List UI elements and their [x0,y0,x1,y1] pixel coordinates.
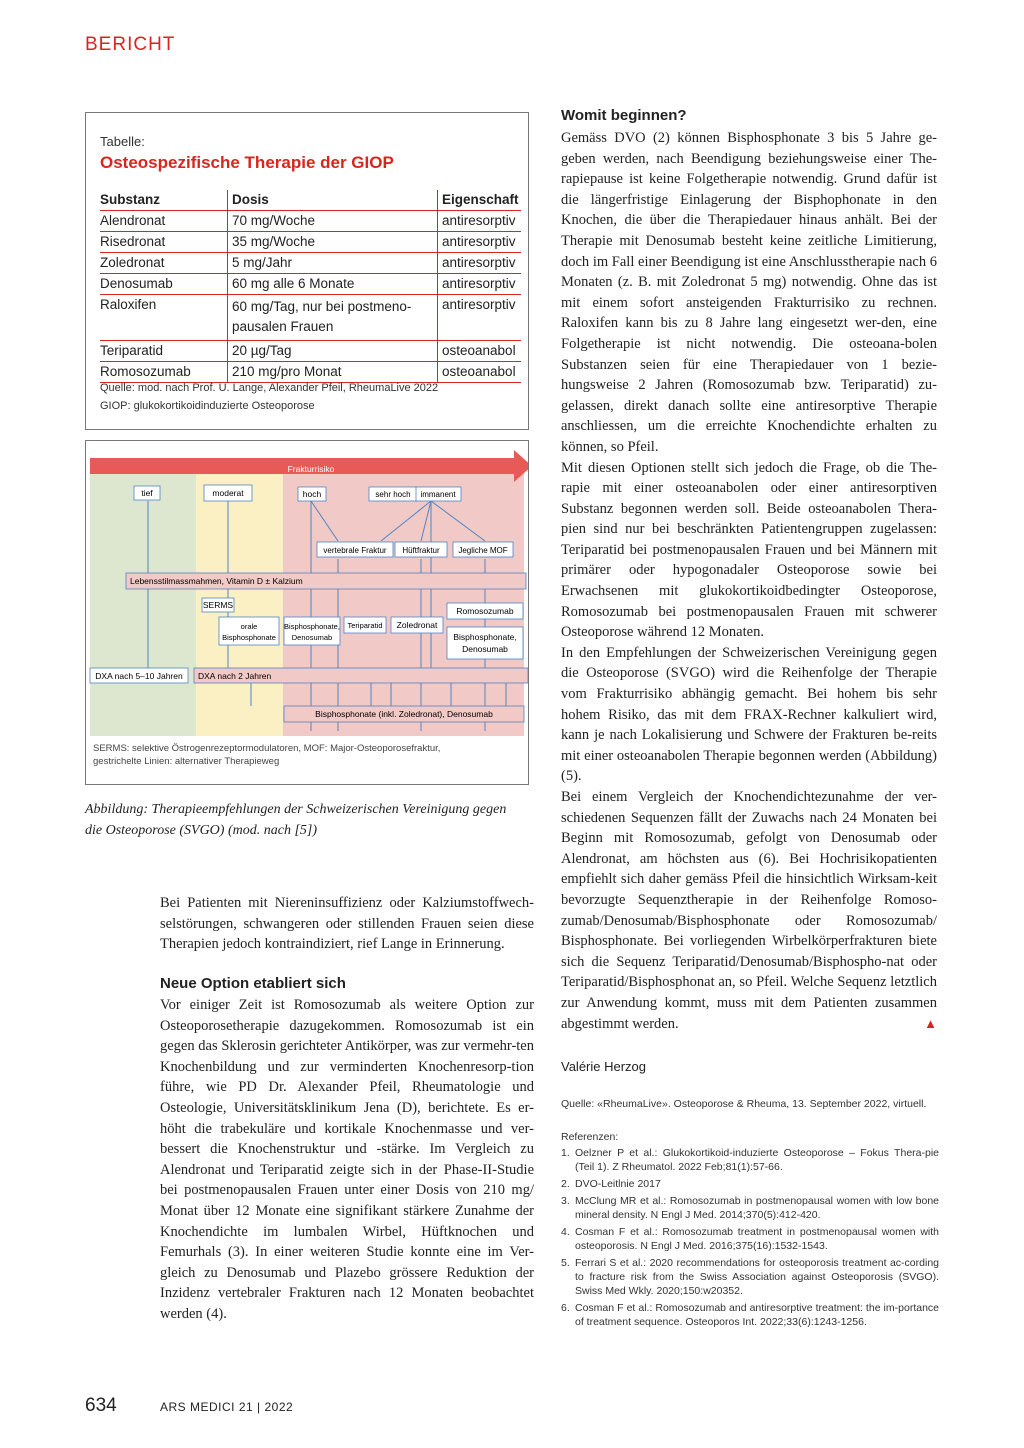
risk-arrow-label: Frakturrisiko [287,464,335,474]
figure-note-line2: gestrichelte Linien: alternativer Therapieweg [93,756,280,767]
therapy-serms: SERMS [202,600,234,610]
end-mark-icon: ▲ [924,1015,937,1031]
cell: Risedronat [100,232,228,253]
reference-item: 6. Cosman F et al.: Romosozumab and antiresorptive treatment: the im-portance of treatment sequence. Osteoporos Int. 2022;33(6):1243-1256. [561,1302,939,1328]
figure-note [93,742,513,768]
cell: Denosumab [100,274,228,295]
heading-neue-option: Neue Option etabliert sich [160,975,346,992]
right-column-body [561,128,937,1034]
table-row [100,341,521,362]
left-paragraph-1: Bei Patienten mit Niereninsuffizienz oder Kalziumstoffwech-selstörungen, schwangeren oder stillenden Frauen seien diese Therapien jedoch kontraindiziert, rief Lange in Erinnerung. [160,895,534,953]
heading-womit-beginnen: Womit beginnen? [561,107,687,124]
svgo-flowchart [86,441,528,741]
risk-label-low: tief [141,488,153,498]
right-paragraph-1: Gemäss DVO (2) können Bisphosphonate 3 bis 5 Jahre ge-geben werden, nach Beendigung beziehungsweise einer The-rapiepause ist keine Folgetherapie notwendig. Grund dafür ist die längerfristige Einlagerung der Bisphophonate in den Knochen, die über die Therapiedauer hinaus anhält. Bei der Therapie mit Denosumab besteht keine zeitliche Limitierung, doch im Fall einer Beendigung ist eine Anschlusstherapie nach 6 Monaten (z. B. mit Zoledronat 5 mg) notwendig. Ohne das ist mit einem sofort ansteigenden Frakturrisiko zu rechnen. Raloxifen kann bis zu 8 Jahre lang eingesetzt wer-den, eine Folgetherapie ist nicht notwendig. Die osteoana-bolen Substanzen seien für eine Therapiedauer von 1 bezie-hungsweise 2 Jahren (Romosozumab bzw. Teriparatid) zu-gelassen, direkt danach sollte eine antiresorptive Therapie anschliessen, um die erreichte Knochendichte erhalten zu können, so Pfeil. [561,130,937,455]
zone-low [90,474,196,736]
section-label: BERICHT [85,34,176,55]
cell: Alendronat [100,211,228,232]
page-number: 634 [85,1395,117,1416]
therapy-table [100,190,521,383]
left-paragraph-2: Vor einiger Zeit ist Romosozumab als weitere Option zur Osteoporosetherapie dazugekommen. Romosozumab ist ein gegen das Sklerosin gerichteter Antikörper, was zur vermehr-ten Knochenbildung und zur verminderten Knochenresorp-tion führe, wie PD Dr. Alexander Pfeil, Rheumatologie und Osteologie, Universitätsklinikum Jena (D), berichtete. Es er-höht die trabekuläre und kortikale Knochenmasse und ver-bessert die Knochenstruktur und -stärke. Im Vergleich zu Alendronat und Teriparatid zeigte sich in der Phase-II-Studie bei postmenopausalen Frauen unter einer Dosis von 210 mg/ Monat über 12 Monate eine signifikant stärkere Zunahme der Knochendichte im lumbalen Wirbel, Hüftknochen und Femurhals (3). In einer weiteren Studie konnte eine im Ver-gleich zu Denosumab und Plazebo grössere Reduktion der Inzidenz vertebraler Frakturen nach 12 Monaten beobachtet werden (4). [160,997,534,1322]
reference-item: 3. McClung MR et al.: Romosozumab in postmenopausal women with low bone mineral density. N Engl J Med. 2014;370(5):412-420. [561,1195,939,1221]
table-header-row [100,190,521,211]
table-row [100,362,521,383]
therapy-bisphos-deno-2: Denosumab [291,633,333,642]
therapy-romosozumab: Romosozumab [456,606,514,616]
col-header-dosis: Dosis [228,190,438,211]
fracture-any-mof: Jegliche MOF [458,546,508,555]
therapy-zoledronat: Zoledronat [396,620,438,630]
cell: 35 mg/Woche [228,232,438,253]
cell: Teriparatid [100,341,228,362]
table-source: Quelle: mod. nach Prof. U. Lange, Alexander Pfeil, RheumaLive 2022 [100,382,439,394]
cell: 5 mg/Jahr [228,253,438,274]
right-paragraph-4 [561,787,937,1034]
therapy-bisphos-deno-right-2: Denosumab [462,644,508,654]
fracture-vertebral: vertebrale Fraktur [323,546,387,555]
table-row [100,211,521,232]
col-header-substanz: Substanz [100,190,228,211]
references [561,1130,939,1332]
reference-item: 5. Ferrari S et al.: 2020 recommendations for osteoporosis treatment ac-cording to fracture risk from the Swiss Association against Osteoporosis (SVGO). Swiss Med Wkly. 2020;150:w20352. [561,1257,939,1297]
cell: 20 µg/Tag [228,341,438,362]
journal-name: ARS MEDICI 21 | 2022 [160,1400,294,1414]
risk-label-moderate: moderat [212,488,244,498]
cell: antiresorptiv [438,274,522,295]
cell: antiresorptiv [438,232,522,253]
therapy-oral-bisphos-1: orale [240,622,258,631]
cell: 70 mg/Woche [228,211,438,232]
therapy-bisphos-deno-right-1: Bisphosphonate, [453,632,517,642]
cell: Raloxifen [100,295,228,341]
cell: antiresorptiv [438,295,522,341]
table-row [100,274,521,295]
cell: Zoledronat [100,253,228,274]
cell: Romosozumab [100,362,228,383]
cell: 60 mg alle 6 Monate [228,274,438,295]
col-header-eigenschaft: Eigenschaft [438,190,522,211]
author: Valérie Herzog [561,1059,647,1074]
cell: osteoanabol [438,362,522,383]
cell: antiresorptiv [438,253,522,274]
cell: 210 mg/pro Monat [228,362,438,383]
reference-item: 1. Oelzner P et al.: Glukokortikoid-induzierte Osteoporose – Fokus Thera-pie (Teil 1). Z Rheumatol. 2022 Feb;81(1):57-66. [561,1147,939,1173]
figure-note-line1: SERMS: selektive Östrogenrezeptormodulatoren, MOF: Major-Osteoporosefraktur, [93,743,441,754]
figure-caption: Abbildung: Therapieempfehlungen der Schweizerischen Vereinigung gegen die Osteoporose (SVGO) (mod. nach [5]) [85,802,507,838]
therapy-teriparatid: Teriparatid [347,621,383,630]
table-row [100,295,521,341]
right-paragraph-4-text: Bei einem Vergleich der Knochendichtezunahme der ver-schiedenen Sequenzen fällt der Zuwachs nach 24 Monaten bei Beginn mit Romosozumab, gefolgt von Denosumab oder Alendronat, am höchsten aus (6). Bei Hochrisikopatienten empfiehlt sich daher gemäss Pfeil die hinsichtlich Wirksam-keit bevorzugte Sequenztherapie in der Reihenfolge Romoso-zumab/Denosumab/Bisphosphonate oder Romosozumab/ Bisphosphonate. Bei vorliegenden Wirbelkörperfrakturen biete sich die Sequenz Teriparatid/Denosumab/Bisphospho-nat oder Teriparatid/Bisphosphonat an, so Pfeil. Welche Sequenz letztlich zur Anwendung kommt, muss mit dem Patienten zusammen abgestimmt werden. [561,789,937,1032]
cell: antiresorptiv [438,211,522,232]
reference-item: 2. DVO-Leitlnie 2017 [561,1178,661,1190]
dxa-5-10-label: DXA nach 5–10 Jahren [95,671,183,681]
risk-label-high: hoch [302,489,322,499]
references-title: Referenzen: [561,1131,619,1143]
dxa-2-label: DXA nach 2 Jahren [198,671,272,681]
table-title: Osteospezifische Therapie der GIOP [100,153,394,172]
table-caption: Tabelle: [100,134,145,149]
right-paragraph-2: Mit diesen Optionen stellt sich jedoch die Frage, ob die The-rapie mit einer osteoanabolen oder einer antiresorptiven Substanz begonnen werden soll. Beide osteoanabolen Thera-pien sind nur bei beschränkten Patientengruppen zugelassen: Teriparatid bei postmenopausalen Frauen und bei Männern mit primärer oder hypogonadaler Osteoporose sowie bei Erwachsenen mit glukokortikoidbedingter Osteoporose, Romosozumab bei postmenopausalen Frauen mit schwerer Osteoporose während 12 Monaten. [561,459,937,641]
therapy-bisphos-deno-1: Bisphosphonate, [284,622,340,631]
reference-item: 4. Cosman F et al.: Romosozumab treatment in postmenopausal women with osteoporosis. N Engl J Med. 2016;375(16):1532-1543. [561,1226,939,1252]
cell: 60 mg/Tag, nur bei postmeno-pausalen Frauen [228,295,438,341]
right-paragraph-3: In den Empfehlungen der Schweizerischen Vereinigung gegen die Osteoporose (SVGO) wird die Reihenfolge der Therapie vom Frakturrisiko abhängig gemacht. Bei hohem bis sehr hohem Risiko, das mit dem FRAX-Rechner kalkuliert wird, kann je nach Lokalisierung und Schwere der Frakturen be-reits mit einer osteoanabolen Therapie begonnen werden (Abbildung) (5). [561,644,937,785]
risk-label-imminent: immanent [420,490,456,499]
risk-label-veryhigh: sehr hoch [375,490,411,499]
cell: osteoanabol [438,341,522,362]
therapy-oral-bisphos-2: Bisphosphonate [222,633,276,642]
fracture-hip: Hüftfraktur [402,546,440,555]
table-abbrev: GIOP: glukokortikoidinduzierte Osteoporose [100,400,315,412]
table-row [100,232,521,253]
table-row [100,253,521,274]
source-note: Quelle: «RheumaLive». Osteoporose & Rheuma, 13. September 2022, virtuell. [561,1098,927,1110]
bottom-therapy-label: Bisphosphonate (inkl. Zoledronat), Denosumab [315,709,493,719]
lifestyle-label: Lebensstilmassmahmen, Vitamin D ± Kalzium [130,576,303,586]
